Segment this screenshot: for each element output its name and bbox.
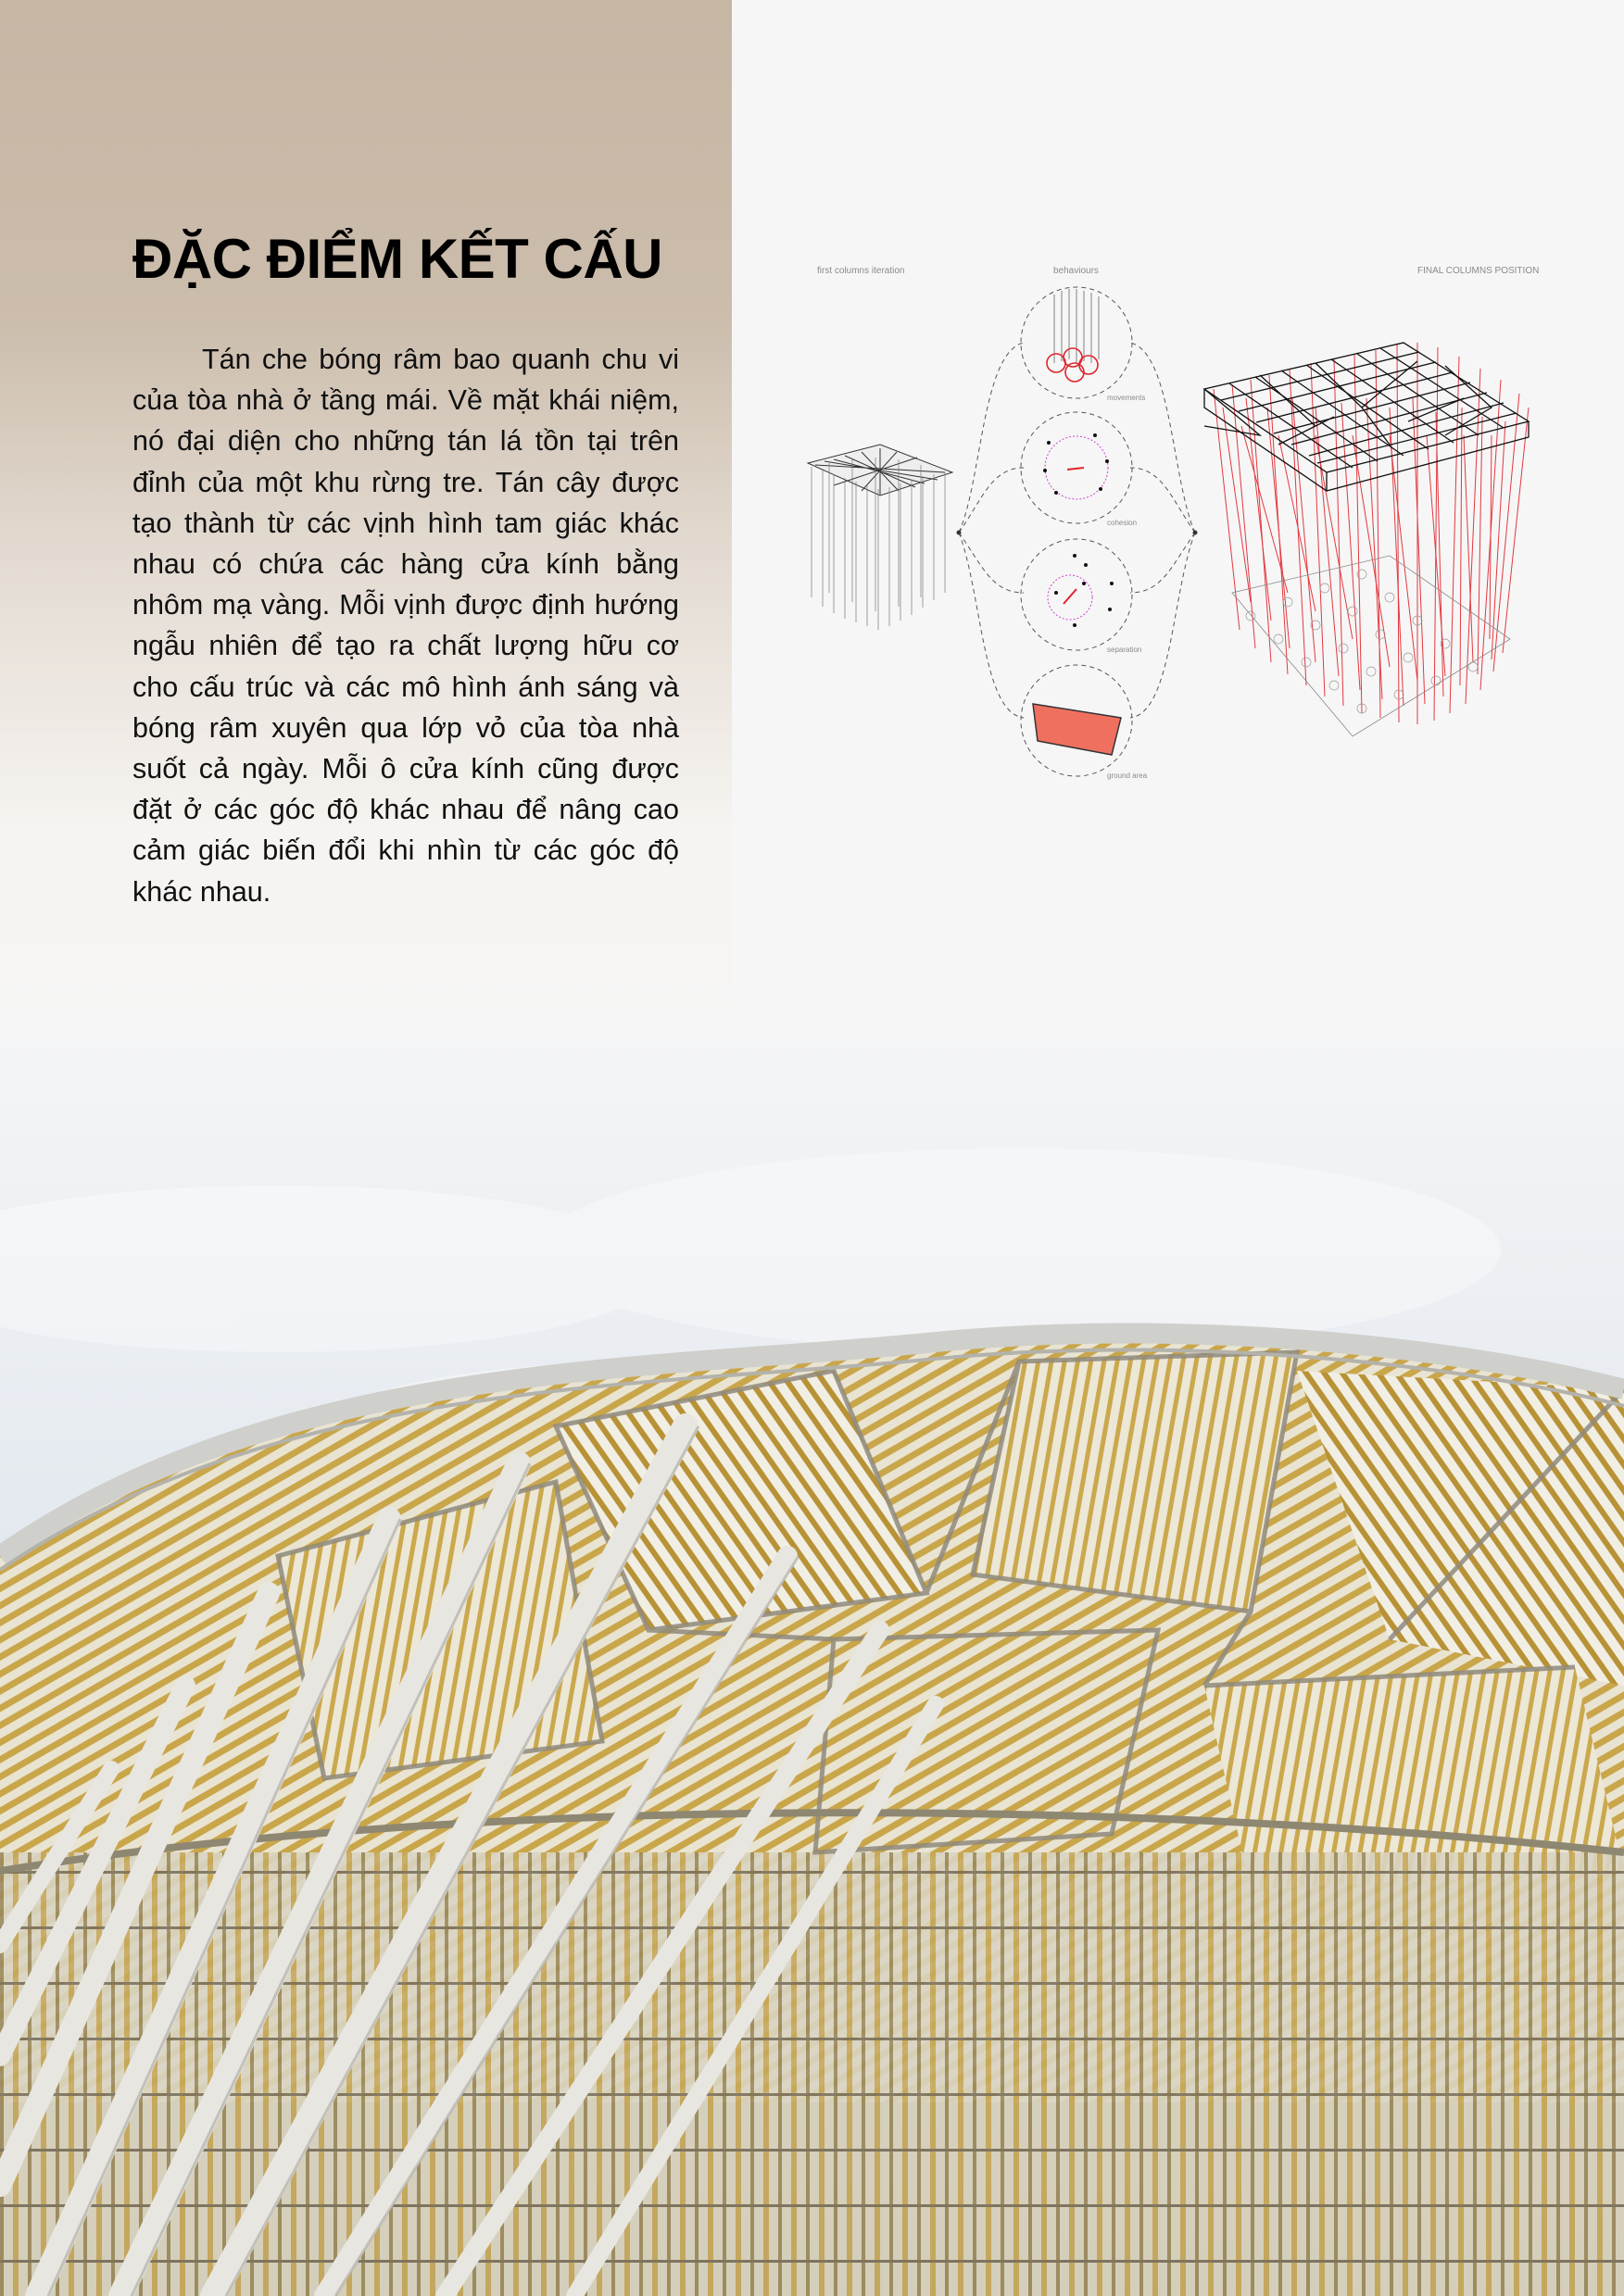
diagram-label-cohesion: cohesion — [1107, 519, 1138, 527]
first-iteration-block — [808, 445, 952, 630]
diagram-label-movements: movements — [1107, 394, 1146, 402]
canopy-photo — [0, 1037, 1624, 2296]
diagram-label-final-columns: FINAL COLUMNS POSITION — [1417, 266, 1540, 276]
final-columns-block — [1204, 343, 1529, 736]
cohesion-behaviour — [1043, 433, 1109, 499]
diagram-label-separation: separation — [1107, 646, 1142, 654]
separation-behaviour — [1048, 554, 1114, 627]
ground-area-shape — [1033, 704, 1121, 755]
columns-diagram — [795, 250, 1555, 787]
diagram-label-first-columns: first columns iteration — [817, 266, 905, 276]
page-title: ĐẶC ĐIỂM KẾT CẤU — [132, 228, 662, 290]
movements-behaviour — [1047, 289, 1099, 382]
diagram-label-behaviours: behaviours — [1053, 266, 1099, 276]
diagram-label-ground-area: ground area — [1107, 772, 1148, 780]
body-paragraph: Tán che bóng râm bao quanh chu vi của tòa nhà ở tầng mái. Về mặt khái niệm, nó đại diện cho những tán lá tồn tại trên đỉnh của một khu rừng tre. Tán cây được tạo thành từ các vịnh hình tam giác khác nhau có chứa các hàng cửa kính bằng nhôm mạ vàng. Mỗi vịnh được định hướng ngẫu nhiên để tạo ra chất lượng hữu cơ cho cấu trúc và các mô hình ánh sáng và bóng râm xuyên qua lớp vỏ của tòa nhà suốt cả ngày. Mỗi ô cửa kính cũng được đặt ở các góc độ khác nhau để nâng cao cảm giác biến đổi khi nhìn từ các góc độ khác nhau. — [132, 344, 679, 908]
